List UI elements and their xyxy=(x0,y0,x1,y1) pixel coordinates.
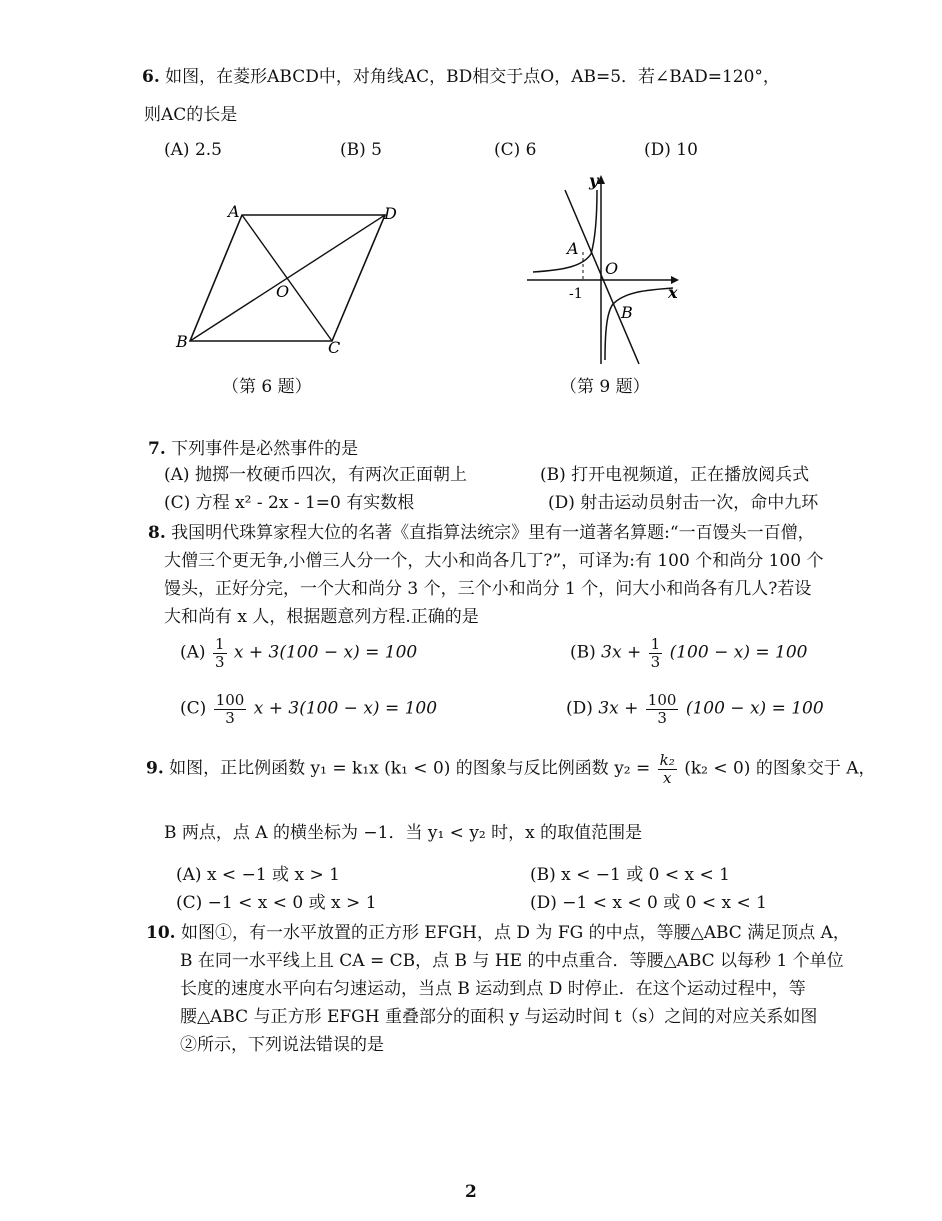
q9-option-c: (C) −1 < x < 0 或 x > 1 xyxy=(176,893,377,913)
q9-graph-figure xyxy=(525,170,685,368)
page-number: 2 xyxy=(465,1182,477,1202)
q9-stem-line1-a: 如图，正比例函数 y₁ = k₁x (k₁ < 0) 的图象与反比例函数 y₂ = xyxy=(169,758,651,779)
q8-option-d xyxy=(566,692,824,726)
q6-option-a: (A) 2.5 xyxy=(164,140,222,160)
q6-line1 xyxy=(142,62,780,87)
label-d: D xyxy=(384,204,397,223)
numerator: 100 xyxy=(215,691,245,709)
q8-number: 8. xyxy=(148,523,166,543)
q7-stem: 下列事件是必然事件的是 xyxy=(171,439,359,459)
q6-rhombus-figure xyxy=(170,195,410,365)
q7-option-c: (C) 方程 x² - 2x - 1=0 有实数根 xyxy=(164,493,415,513)
q10-line-1 xyxy=(146,918,850,943)
q9-option-b: (B) x < −1 或 0 < x < 1 xyxy=(530,865,730,885)
q8-option-b xyxy=(570,636,807,670)
hyperbola-branch-lower-right xyxy=(605,288,673,360)
q10-stem-line3: 长度的速度水平向右匀速运动，当点 B 运动到点 D 时停止．在这个运动过程中，等 xyxy=(180,979,806,999)
q6-stem-line1: 如图，在菱形ABCD中，对角线AC，BD相交于点O，AB=5．若∠BAD=120°， xyxy=(165,67,780,87)
q9-stem-line1-b: (k₂ < 0) 的图象交于 A， xyxy=(684,758,876,779)
numerator: 1 xyxy=(214,635,225,653)
q8-option-d-head: 3x + xyxy=(598,698,639,719)
label-point-b: B xyxy=(621,303,633,322)
numerator: 1 xyxy=(650,635,661,653)
denominator: 3 xyxy=(214,652,225,671)
label-c: C xyxy=(328,338,341,357)
q6-option-b: (B) 5 xyxy=(340,140,382,160)
label-b: B xyxy=(176,332,188,351)
label-o: O xyxy=(276,282,290,301)
q7-option-a: (A) 抛掷一枚硬币四次，有两次正面朝上 xyxy=(164,465,467,485)
label-minus-one: -1 xyxy=(569,286,583,302)
q10-stem-line5: ②所示，下列说法错误的是 xyxy=(180,1035,384,1055)
q8-option-b-head: 3x + xyxy=(601,642,642,663)
fraction xyxy=(213,636,227,670)
denominator: x xyxy=(662,768,672,787)
q8-option-a-label: (A) xyxy=(180,642,206,663)
q8-option-b-label: (B) xyxy=(570,642,596,663)
q8-option-a xyxy=(180,636,417,670)
q9-option-a: (A) x < −1 或 x > 1 xyxy=(176,865,340,885)
q9-line-1 xyxy=(146,752,876,786)
q9-figure-caption: （第 9 题） xyxy=(560,377,650,397)
q9-number: 9. xyxy=(146,758,164,779)
q6-option-c: (C) 6 xyxy=(494,140,537,160)
q6-stem-line2: 则AC的长是 xyxy=(144,105,238,125)
q8-option-a-expr: x + 3(100 − x) = 100 xyxy=(233,642,418,663)
fraction xyxy=(649,636,663,670)
denominator: 3 xyxy=(225,708,235,727)
q8-option-c-label: (C) xyxy=(180,698,207,719)
label-x: x xyxy=(668,283,678,302)
label-point-a: A xyxy=(567,239,579,258)
q7-option-b: (B) 打开电视频道，正在播放阅兵式 xyxy=(540,465,810,485)
q8-stem-line3: 馒头，正好分完，一个大和尚分 3 个，三个小和尚分 1 个，问大小和尚各有几人?若设 xyxy=(164,579,812,599)
q8-stem-line1: 我国明代珠算家程大位的名著《直指算法统宗》里有一道著名算题:“一百馒头一百僧， xyxy=(171,523,815,543)
label-origin: O xyxy=(605,259,619,278)
fraction xyxy=(658,752,677,786)
q8-option-d-expr: (100 − x) = 100 xyxy=(685,698,824,719)
numerator: k₂ xyxy=(659,751,675,769)
q10-stem-line4: 腰△ABC 与正方形 EFGH 重叠部分的面积 y 与运动时间 t（s）之间的对应关系如图 xyxy=(180,1007,818,1027)
label-a: A xyxy=(228,202,240,221)
fraction xyxy=(646,692,679,726)
q10-stem-line1: 如图①，有一水平放置的正方形 EFGH，点 D 为 FG 的中点，等腰△ABC 满足顶点 A， xyxy=(180,923,850,943)
q6-option-d: (D) 10 xyxy=(644,140,698,160)
q8-option-c-expr: x + 3(100 − x) = 100 xyxy=(253,698,438,719)
fraction xyxy=(214,692,247,726)
q10-stem-line2: B 在同一水平线上且 CA = CB，点 B 与 HE 的中点重合．等腰△ABC 以每秒 1 个单位 xyxy=(180,951,844,971)
hyperbola-branch-upper-left xyxy=(533,190,597,272)
q7-option-d: (D) 射击运动员射击一次，命中九环 xyxy=(548,493,819,513)
label-y: y xyxy=(589,171,599,190)
q8-option-d-label: (D) xyxy=(566,698,593,719)
diagonal-bd xyxy=(190,215,385,341)
q6-number: 6. xyxy=(142,67,160,87)
q9-option-d: (D) −1 < x < 0 或 0 < x < 1 xyxy=(530,893,767,913)
q7-stem-row xyxy=(148,434,358,459)
q9-stem-line2: B 两点，点 A 的横坐标为 −1．当 y₁ < y₂ 时，x 的取值范围是 xyxy=(164,823,643,843)
denominator: 3 xyxy=(657,708,667,727)
q8-option-c xyxy=(180,692,437,726)
numerator: 100 xyxy=(647,691,677,709)
q8-stem-line4: 大和尚有 x 人，根据题意列方程.正确的是 xyxy=(164,607,479,627)
q8-line-1 xyxy=(148,518,815,543)
q7-number: 7. xyxy=(148,439,166,459)
line-y1 xyxy=(565,190,639,364)
q8-stem-line2: 大僧三个更无争,小僧三人分一个，大小和尚各几丁?”，可译为:有 100 个和尚分 100 个 xyxy=(164,551,824,571)
q8-option-b-expr: (100 − x) = 100 xyxy=(669,642,808,663)
q6-figure-caption: （第 6 题） xyxy=(222,377,312,397)
q10-number: 10. xyxy=(146,923,176,943)
denominator: 3 xyxy=(650,652,661,671)
